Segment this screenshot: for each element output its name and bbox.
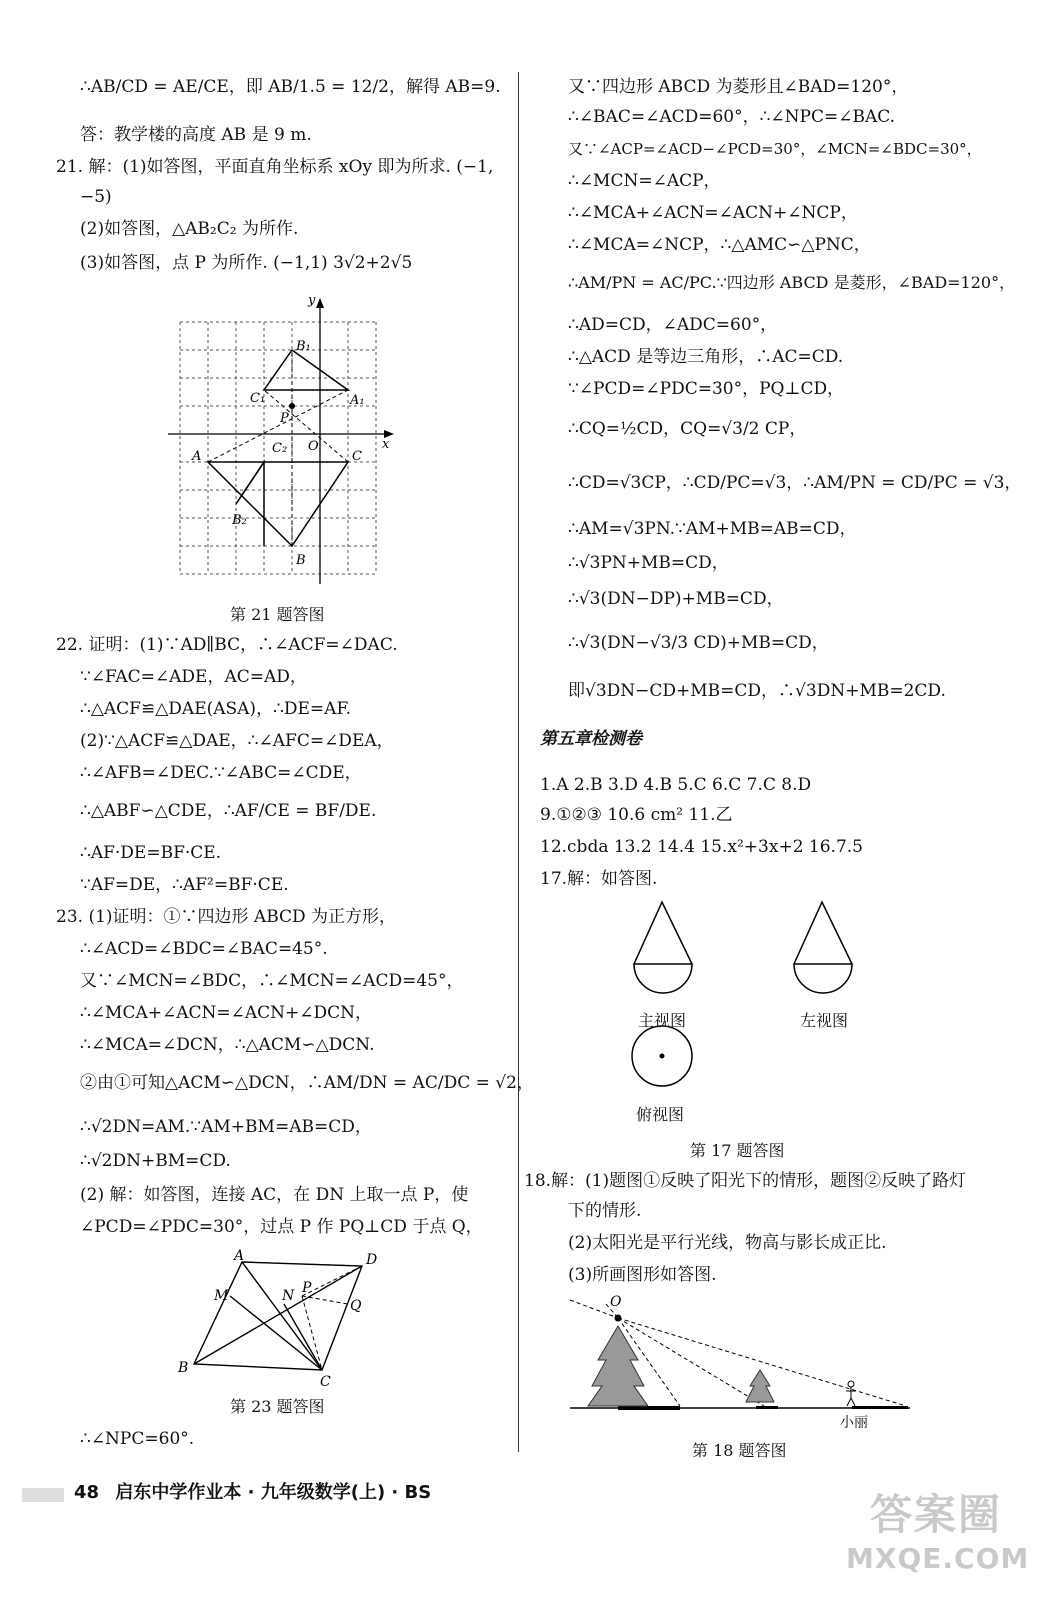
right-column bbox=[524, 62, 1022, 1462]
line: ∴√2DN+BM=CD. bbox=[80, 1151, 231, 1171]
line: ∴AD=CD，∠ADC=60°， bbox=[568, 315, 778, 335]
line: ∴△ACD 是等边三角形，∴AC=CD. bbox=[568, 347, 844, 367]
problem-23: 23. (1)证明：①∵四边形 ABCD 为正方形， bbox=[56, 907, 397, 927]
figure-21 bbox=[168, 292, 398, 592]
line: ∠PCD=∠PDC=30°，过点 P 作 PQ⊥CD 于点 Q， bbox=[80, 1217, 483, 1237]
book-title: 启东中学作业本 · 九年级数学(上) · BS bbox=[115, 1482, 432, 1503]
figure-23 bbox=[172, 1248, 412, 1392]
label-q: Q bbox=[350, 1298, 362, 1314]
figure-21-caption: 第 21 题答图 bbox=[230, 605, 325, 624]
footer bbox=[74, 1478, 431, 1504]
line: ∴AM=√3PN.∵AM+MB=AB=CD， bbox=[568, 519, 857, 539]
label-n: N bbox=[282, 1288, 295, 1304]
label-b1: B₁ bbox=[296, 339, 311, 354]
line: (2) 解：如答图，连接 AC，在 DN 上取一点 P，使 bbox=[80, 1185, 469, 1205]
label-m: M bbox=[214, 1288, 229, 1304]
line: ∴AM/PN = AC/PC.∵四边形 ABCD 是菱形，∠BAD=120°， bbox=[568, 273, 1016, 292]
line: ∴△ABF∽△CDE，∴AF/CE = BF/DE. bbox=[80, 801, 377, 821]
line: ∴∠AFB=∠DEC.∵∠ABC=∠CDE， bbox=[80, 763, 362, 783]
watermark-line2: MXQE.COM bbox=[846, 1542, 1030, 1575]
figure-17-caption: 第 17 题答图 bbox=[690, 1141, 785, 1160]
triangle-abc bbox=[208, 462, 348, 546]
page-number: 48 bbox=[74, 1482, 100, 1503]
figure-18-caption: 第 18 题答图 bbox=[692, 1441, 787, 1460]
front-view-label: 主视图 bbox=[638, 1011, 687, 1030]
line: −5) bbox=[80, 187, 112, 207]
label-c1: C₁ bbox=[250, 391, 266, 406]
line: ∵∠FAC=∠ADE，AC=AD， bbox=[80, 667, 307, 687]
problem-17: 17.解：如答图. bbox=[540, 869, 658, 889]
label-x: x bbox=[382, 437, 390, 452]
line: ∴∠ACD=∠BDC=∠BAC=45°. bbox=[80, 939, 328, 959]
line: ∴∠MCA+∠ACN=∠ACN+∠NCP， bbox=[568, 203, 858, 223]
figure-17 bbox=[630, 898, 890, 1108]
line: 答：教学楼的高度 AB 是 9 m. bbox=[80, 125, 312, 145]
line: 下的情形. bbox=[568, 1201, 642, 1221]
problem-18: 18.解：(1)题图①反映了阳光下的情形，题图②反映了路灯 bbox=[524, 1171, 967, 1191]
line: (2)如答图，△AB₂C₂ 为所作. bbox=[80, 219, 299, 239]
line: (3)如答图，点 P 为所作. (−1,1) 3√2+2√5 bbox=[80, 253, 413, 273]
line: 又∵∠MCN=∠BDC，∴∠MCN=∠ACD=45°， bbox=[80, 971, 464, 991]
label-p: P bbox=[302, 1280, 312, 1296]
line: ∵AF=DE，∴AF²=BF·CE. bbox=[80, 875, 289, 895]
line: ∴∠MCA+∠ACN=∠ACN+∠DCN， bbox=[80, 1003, 373, 1023]
answers-9-11: 9.①②③ 10.6 cm² 11.乙 bbox=[540, 805, 733, 825]
label-b2: B₂ bbox=[232, 513, 247, 528]
label-y: y bbox=[308, 293, 316, 308]
point-p bbox=[289, 403, 295, 409]
left-view-label: 左视图 bbox=[800, 1011, 849, 1030]
line: ②由①可知△ACM∽△DCN，∴AM/DN = AC/DC = √2， bbox=[80, 1073, 534, 1093]
section-title: 第五章检测卷 bbox=[540, 729, 642, 749]
left-column bbox=[52, 62, 534, 1462]
line: ∴∠MCA=∠NCP，∴△AMC∽△PNC， bbox=[568, 235, 871, 255]
line: ∴CD=√3CP，∴CD/PC=√3，∴AM/PN = CD/PC = √3， bbox=[568, 473, 1022, 493]
label-b: B bbox=[178, 1360, 189, 1376]
top-view-label: 俯视图 bbox=[636, 1105, 685, 1124]
line: ∴√2DN=AM.∵AM+BM=AB=CD， bbox=[80, 1117, 372, 1137]
label-c: C bbox=[352, 449, 362, 464]
label-c: C bbox=[320, 1374, 331, 1390]
line: ∵∠PCD=∠PDC=30°，PQ⊥CD， bbox=[568, 379, 845, 399]
line: ∴∠NPC=60°. bbox=[80, 1429, 195, 1449]
line: ∴√3(DN−√3/3 CD)+MB=CD， bbox=[568, 633, 829, 653]
figure-18 bbox=[570, 1290, 920, 1415]
person-label: 小丽 bbox=[840, 1415, 868, 1431]
figure-23-caption: 第 23 题答图 bbox=[230, 1397, 325, 1416]
line: ∴∠MCA=∠DCN，∴△ACM∽△DCN. bbox=[80, 1035, 375, 1055]
column-divider bbox=[518, 72, 519, 1452]
line: ∴AB/CD = AE/CE，即 AB/1.5 = 12/2，解得 AB=9. bbox=[80, 77, 501, 97]
line: 又∵∠ACP=∠ACD−∠PCD=30°，∠MCN=∠BDC=30°， bbox=[568, 140, 982, 158]
label-a: A bbox=[234, 1248, 245, 1264]
label-a: A bbox=[192, 449, 202, 464]
line: ∴√3(DN−DP)+MB=CD， bbox=[568, 589, 784, 609]
line: (3)所画图形如答图. bbox=[568, 1265, 717, 1285]
problem-21: 21. 解：(1)如答图，平面直角坐标系 xOy 即为所求. (−1, bbox=[56, 157, 494, 177]
footer-bar bbox=[22, 1488, 64, 1502]
line: 即√3DN−CD+MB=CD，∴√3DN+MB=2CD. bbox=[568, 681, 946, 701]
triangle-a1b1c1 bbox=[264, 350, 348, 390]
line: (2)∵△ACF≌△DAE，∴∠AFC=∠DEA， bbox=[80, 731, 394, 751]
label-o: O bbox=[610, 1294, 622, 1310]
line: ∴AF·DE=BF·CE. bbox=[80, 843, 222, 863]
label-p: P bbox=[280, 411, 289, 426]
line: ∴CQ=½CD，CQ=√3/2 CP， bbox=[568, 419, 807, 439]
line: (2)太阳光是平行光线，物高与影长成正比. bbox=[568, 1233, 887, 1253]
line: ∴△ACF≌△DAE(ASA)，∴DE=AF. bbox=[80, 699, 351, 719]
label-o: O bbox=[308, 439, 319, 454]
answers-1-8: 1.A 2.B 3.D 4.B 5.C 6.C 7.C 8.D bbox=[540, 775, 812, 795]
label-b: B bbox=[296, 553, 306, 568]
line: ∴∠MCN=∠ACP， bbox=[568, 171, 721, 191]
watermark-line1: 答案圈 bbox=[869, 1490, 1002, 1539]
problem-22: 22. 证明：(1)∵AD∥BC，∴∠ACF=∠DAC. bbox=[56, 635, 398, 655]
line: ∴∠BAC=∠ACD=60°，∴∠NPC=∠BAC. bbox=[568, 107, 896, 127]
watermark bbox=[846, 1482, 1030, 1582]
label-d: D bbox=[366, 1252, 378, 1268]
label-c2: C₂ bbox=[272, 441, 288, 456]
answers-12-16: 12.cbda 13.2 14.4 15.x²+3x+2 16.7.5 bbox=[540, 837, 863, 857]
line: 又∵四边形 ABCD 为菱形且∠BAD=120°， bbox=[568, 77, 909, 97]
line: ∴√3PN+MB=CD， bbox=[568, 553, 729, 573]
label-a1: A₁ bbox=[350, 393, 365, 408]
